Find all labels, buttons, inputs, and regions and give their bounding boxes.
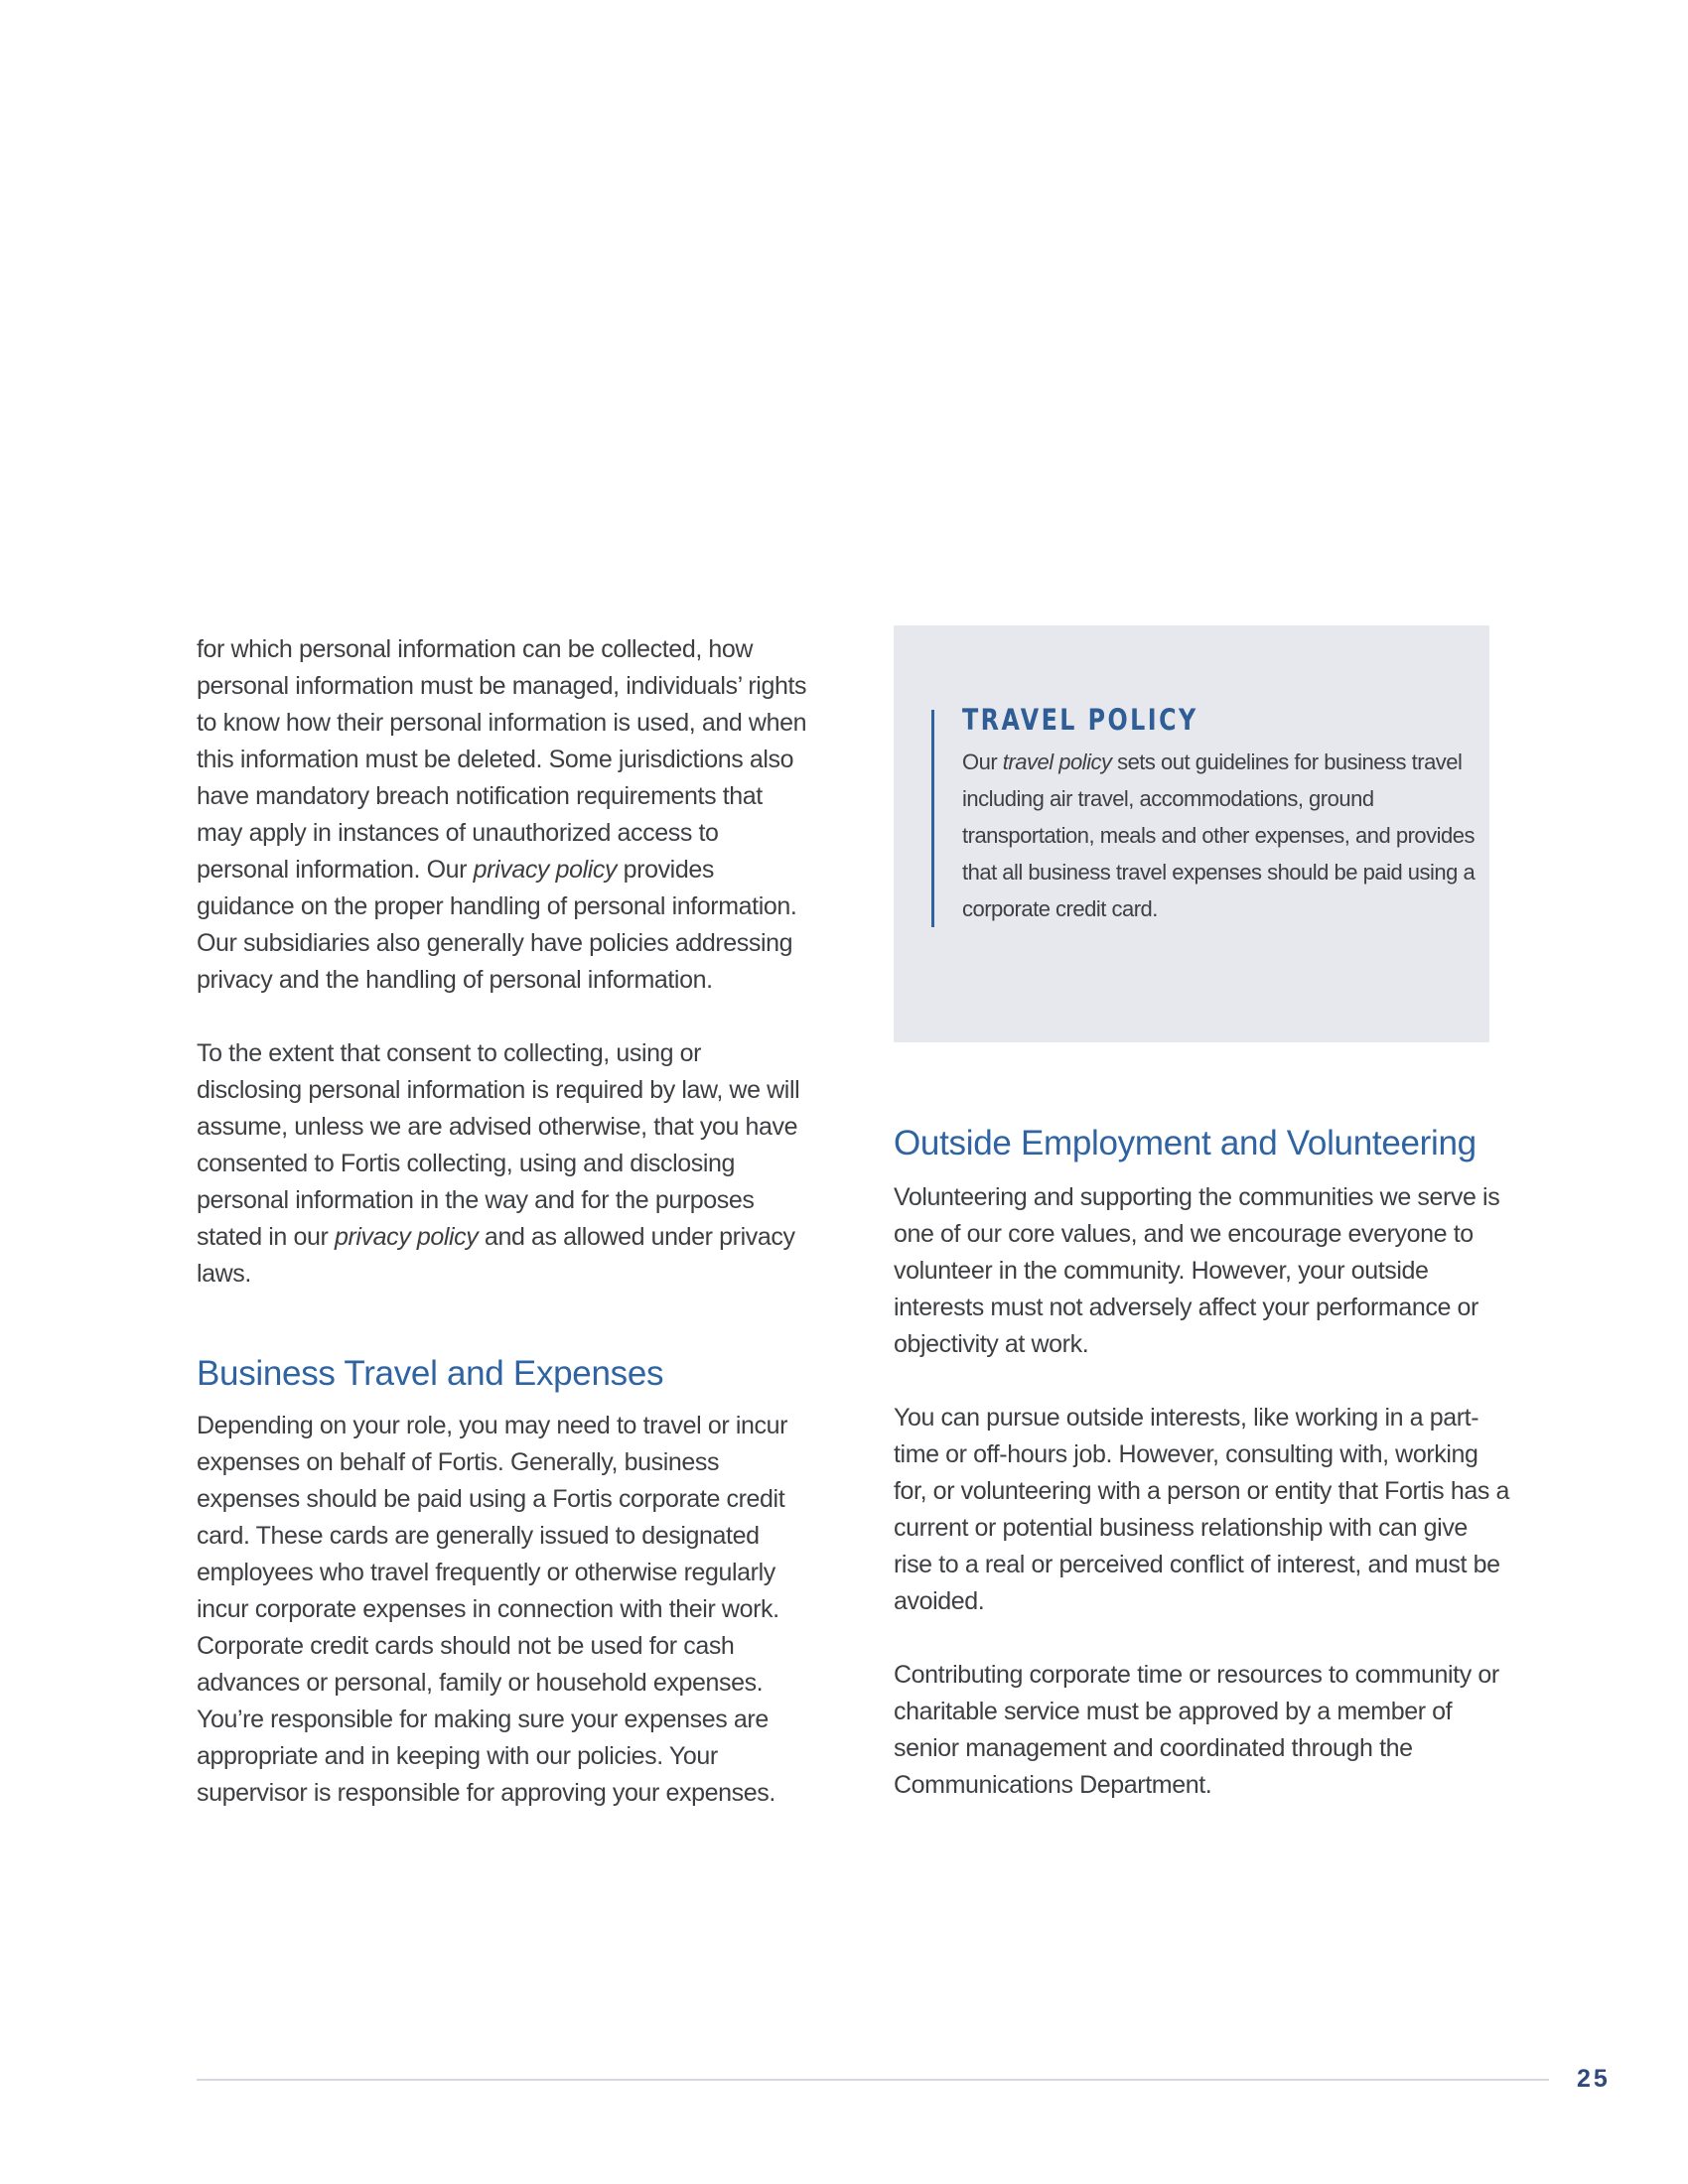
business-travel-paragraph: Depending on your role, you may need to travel or incur expenses on behalf of Fortis. Generally, business expenses should be paid using a Fortis corporate credit card. These cards are generally issued to designated employees who travel frequently or otherwise regularly incur corporate expenses in connection with their work. Corporate credit cards should not be used for cash advances or personal, family or household expenses. You’re responsible for making sure your expenses are appropriate and in keeping with our policies. Your supervisor is responsible for approving your expenses. (197, 1412, 788, 1807)
callout-text-a: Our (962, 750, 1003, 774)
privacy-paragraph-1-text-a: for which personal information can be collected, how personal information must be managed, individuals’ rights to know how their personal information is used, and when this information must be deleted. Some jurisdictions also have mandatory breach notification requirements that may apply in instances of unauthorized access to personal information. Our (197, 635, 807, 884)
right-column (894, 1122, 1509, 1804)
privacy-paragraph-2 (197, 1035, 812, 1293)
travel-policy-link[interactable]: travel policy (1002, 750, 1112, 774)
outside-employment-paragraph-2: You can pursue outside interests, like working in a part-time or off-hours job. However, consulting with, working for, or volunteering with a person or entity that Fortis has a current or potential business relationship with can give rise to a real or perceived conflict of interest, and must be avoided. (894, 1404, 1509, 1615)
footer-divider (197, 2079, 1549, 2081)
privacy-paragraph-2-text-a: To the extent that consent to collecting, using or disclosing personal information is required by law, we will assume, unless we are advised otherwise, that you have consented to Fortis collecting, using and disclosing personal information in the way and for the purposes stated in our (197, 1039, 800, 1251)
page-number: 25 (1577, 2065, 1611, 2093)
privacy-policy-link[interactable]: privacy policy (473, 856, 618, 884)
left-column (197, 631, 812, 1812)
travel-policy-callout (894, 625, 1489, 1042)
privacy-policy-link-2[interactable]: privacy policy (334, 1223, 479, 1251)
privacy-paragraph-1-text-b: provides guidance on the proper handling of personal information. Our subsidiaries also generally have policies addressing privacy and the handling of personal information. (197, 856, 797, 994)
callout-text-b: sets out guidelines for business travel including air travel, accommodations, ground transportation, meals and other expenses, and provides that all business travel expenses should be paid using a corporate credit card. (962, 750, 1476, 921)
callout-title: TRAVEL POLICY (962, 703, 1198, 737)
outside-employment-heading: Outside Employment and Volunteering (894, 1124, 1477, 1162)
privacy-paragraph-1 (197, 631, 812, 999)
callout-accent-bar (931, 703, 1478, 927)
callout-text (962, 744, 1478, 927)
outside-employment-paragraph-3: Contributing corporate time or resources to community or charitable service must be approved by a member of senior management and coordinated through the Communications Department. (894, 1661, 1499, 1799)
outside-employment-paragraph-1: Volunteering and supporting the communities we serve is one of our core values, and we encourage everyone to volunteer in the community. However, your outside interests must not adversely affect your performance or objectivity at work. (894, 1183, 1500, 1358)
privacy-paragraph-2-text-b: and as allowed under privacy laws. (197, 1223, 795, 1288)
business-travel-heading: Business Travel and Expenses (197, 1354, 664, 1393)
